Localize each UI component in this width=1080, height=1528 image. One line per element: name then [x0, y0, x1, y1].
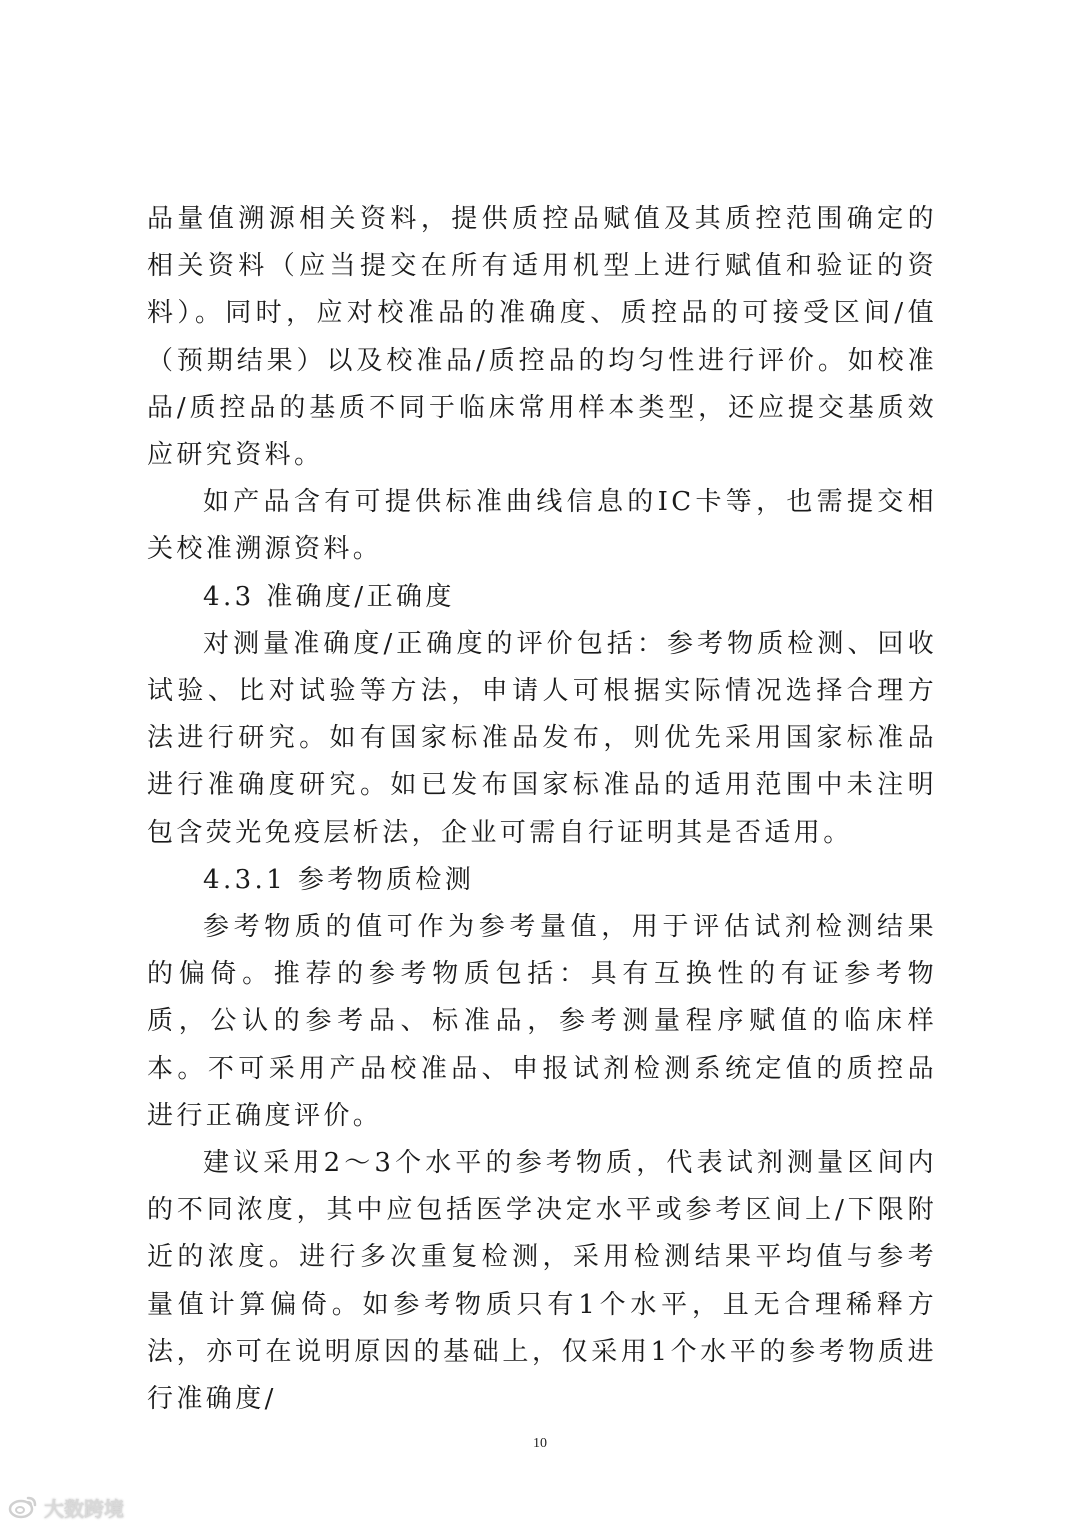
page-number: 10 — [533, 1436, 547, 1451]
paragraph-levels-recommendation: 建议采用2～3个水平的参考物质，代表试剂测量区间内的不同浓度，其中应包括医学决定水平或参考区间上/下限附近的浓度。进行多次重复检测，采用检测结果平均值与参考量值计算偏倚。如参考物质只有1个水平，且无合理稀释方法，亦可在说明原因的基础上，仅采用1个水平的参考物质进行准确度/ — [147, 1148, 937, 1415]
document-body — [147, 196, 937, 1423]
paragraph-ic-card: 如产品含有可提供标准曲线信息的IC卡等，也需提交相关校准溯源资料。 — [147, 487, 937, 565]
paragraph-reference-material: 参考物质的值可作为参考量值，用于评估试剂检测结果的偏倚。推荐的参考物质包括：具有互换性的有证参考物质，公认的参考品、标准品，参考测量程序赋值的临床样本。不可采用产品校准品、申报试剂检测系统定值的质控品进行正确度评价。 — [147, 912, 937, 1131]
paragraph-calibrator-traceability: 品量值溯源相关资料，提供质控品赋值及其质控范围确定的相关资料（应当提交在所有适用机型上进行赋值和验证的资料）。同时，应对校准品的准确度、质控品的可接受区间/值（预期结果）以及校准品/质控品的均匀性进行评价。如校准品/质控品的基质不同于临床常用样本类型，还应提交基质效应研究资料。 — [147, 204, 937, 471]
section-heading-4-3: 4.3 准确度/正确度 — [203, 581, 455, 612]
paragraph-accuracy-evaluation: 对测量准确度/正确度的评价包括：参考物质检测、回收试验、比对试验等方法，申请人可根据实际情况选择合理方法进行研究。如有国家标准品发布，则优先采用国家标准品进行准确度研究。如已发布国家标准品的适用范围中未注明包含荧光免疫层析法，企业可需自行证明其是否适用。 — [147, 628, 937, 848]
watermark — [8, 1492, 124, 1522]
section-heading-4-3-1: 4.3.1 参考物质检测 — [203, 864, 475, 895]
watermark-text: 大数跨境 — [44, 1496, 124, 1521]
weibo-logo-icon — [8, 1495, 38, 1519]
